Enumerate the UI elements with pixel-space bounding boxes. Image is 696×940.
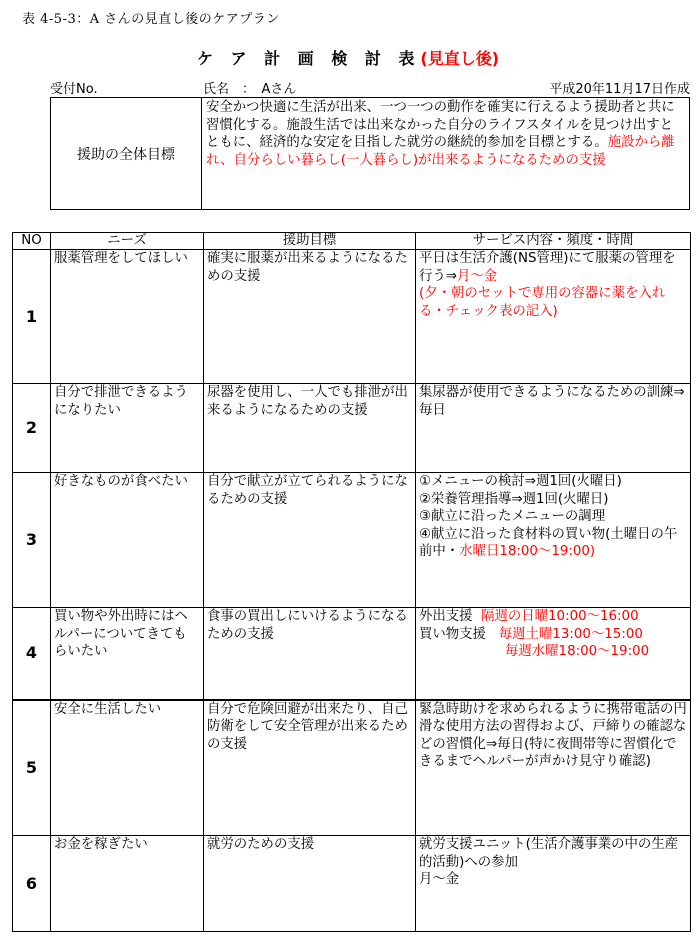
overall-goal-text-main: 安全かつ快適に生活が出来、一つ一つの動作を確実に行えるよう援助者と共に習慣化する。施設生活では出来なかった自分のライフスタイルを見つけ出すとともに、経済的な安定を目指した就労の継続的参加を目標とする。 <box>206 100 675 151</box>
service-cell: 集尿器が使用できるようになるための訓練⇒毎日 <box>416 384 691 473</box>
overall-goal-box <box>50 97 690 210</box>
created-date: 平成20年11月17日作成 <box>549 82 690 97</box>
table-row <box>13 700 691 836</box>
service-time: 隔週の日曜10:00～16:00 <box>481 609 639 624</box>
needs-cell: 自分で排泄できるようになりたい <box>51 384 204 473</box>
header-service: サービス内容・頻度・時間 <box>416 233 691 250</box>
title-sub: (見直し後) <box>420 49 500 68</box>
header-goal: 援助目標 <box>204 233 416 250</box>
title-main: ケ ア 計 画 検 討 表 <box>196 49 421 68</box>
document-title <box>0 46 696 69</box>
service-note: (夕・朝のセットで専用の容器に薬を入れる・チェック表の記入) <box>419 286 666 319</box>
needs-cell: お金を稼ぎたい <box>51 836 204 932</box>
header-no: NO <box>13 233 51 250</box>
figure-caption: 表 4-5-3：A さんの見直し後のケアプラン <box>22 12 280 27</box>
service-time: 毎週水曜18:00～19:00 <box>505 644 650 660</box>
overall-goal-label: 援助の全体目標 <box>51 98 202 209</box>
received-number-label: 受付No. <box>50 82 98 97</box>
row-number: 1 <box>13 250 51 384</box>
table-row <box>13 473 691 608</box>
goal-cell: 就労のための支援 <box>204 836 416 932</box>
service-text: 就労支援ユニット(生活介護事業の中の生産的活動)への参加 <box>419 837 679 870</box>
service-cell <box>416 836 691 932</box>
table-row <box>13 384 691 473</box>
service-text: 平日は生活介護(NS管理)にて服薬の管理を行う⇒ <box>419 251 676 284</box>
service-cell <box>416 473 691 608</box>
goal-cell: 食事の買出しにいけるようになるための支援 <box>204 608 416 700</box>
service-time: 毎週土曜13:00～15:00 <box>498 626 643 642</box>
service-cell: 緊急時助けを求められるように携帯電話の円滑な使用方法の習得および、戸締りの確認などの習慣化⇒毎日(特に夜間帯等に習慣化できるまでヘルパーが声かけ見守り確認) <box>416 700 691 836</box>
needs-cell: 服薬管理をしてほしい <box>51 250 204 384</box>
needs-cell: 買い物や外出時にはヘルパーについてきてもらいたい <box>51 608 204 700</box>
row-number: 2 <box>13 384 51 473</box>
service-cell <box>416 608 691 700</box>
service-line: ①メニューの検討⇒週1回(火曜日) <box>419 474 622 489</box>
service-line: ③献立に沿ったメニューの調理 <box>419 509 606 525</box>
goal-cell: 尿器を使用し、一人でも排泄が出来るようになるための支援 <box>204 384 416 473</box>
care-plan-table <box>12 232 691 932</box>
client-name: 氏名 ： Aさん <box>203 82 297 97</box>
header-needs: ニーズ <box>51 233 204 250</box>
table-header-row <box>13 233 691 250</box>
needs-cell: 安全に生活したい <box>51 700 204 836</box>
table-row <box>13 608 691 700</box>
needs-cell: 好きなものが食べたい <box>51 473 204 608</box>
row-number: 4 <box>13 608 51 700</box>
service-time: 水曜日18:00～19:00) <box>459 544 596 560</box>
goal-cell: 自分で危険回避が出来たり、自己防衛をして安全管理が出来るための支援 <box>204 700 416 836</box>
row-number: 6 <box>13 836 51 932</box>
row-number: 5 <box>13 700 51 836</box>
service-label: 買い物支援 <box>419 626 486 642</box>
row-number: 3 <box>13 473 51 608</box>
service-line: ②栄養管理指導⇒週1回(火曜日) <box>419 491 609 507</box>
service-label: 外出支援 <box>419 609 473 624</box>
service-line: ④献立に沿った食材料の買い物(土曜日の午前中・ <box>419 526 678 560</box>
service-cell <box>416 250 691 384</box>
table-row <box>13 836 691 932</box>
goal-cell: 確実に服薬が出来るようになるための支援 <box>204 250 416 384</box>
table-row <box>13 250 691 384</box>
service-frequency: 月～金 <box>419 872 460 888</box>
service-frequency: 月～金 <box>457 268 498 284</box>
overall-goal-text <box>202 98 689 209</box>
overall-goal-text-highlight: 施設から離れ、自分らしい暮らし(一人暮らし)が出来るようになるための支援 <box>206 135 675 168</box>
goal-cell: 自分で献立が立てられるようになるための支援 <box>204 473 416 608</box>
